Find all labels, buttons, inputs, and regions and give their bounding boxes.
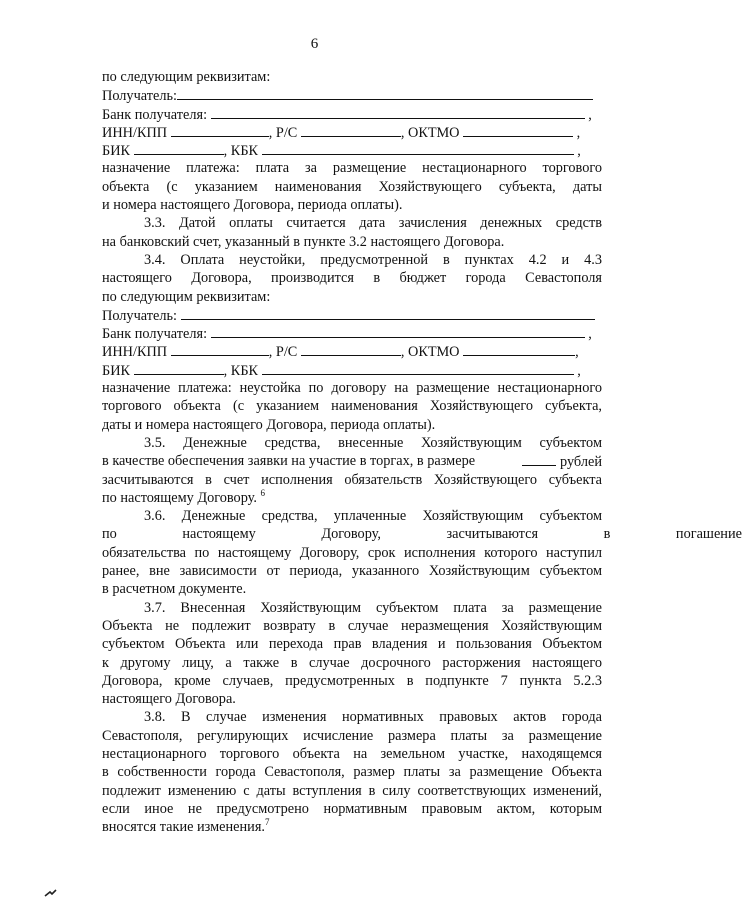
rs-label: , Р/С: [268, 344, 298, 361]
p33-line-1: 3.3. Датой оплаты считается дата зачисления денежных средств: [144, 215, 602, 232]
rs-blank: [301, 342, 401, 356]
bank-label: Банк получателя:: [102, 106, 208, 123]
p38-line-3: нестационарного торгового объекта на земельном участке, находящемся: [102, 745, 602, 762]
inn-blank: [171, 342, 269, 356]
requisites-intro: по следующим реквизитам:: [102, 69, 271, 85]
document-body: [102, 68, 742, 836]
p38-line-6: если иное не предусмотрено нормативным правовым актом, которым: [102, 800, 602, 817]
p36-line-3: обязательства по настоящему Договору, срок исполнения которого наступил: [102, 544, 602, 561]
purpose-line-3: и номера настоящего Договора, периода оплаты).: [102, 197, 403, 214]
p34-purpose-line-2: торгового объекта (с указанием наименования Хозяйствующего субъекта,: [102, 398, 602, 415]
rs-label: , Р/С: [268, 124, 298, 141]
scan-mark-icon: [44, 888, 58, 898]
rubles-label: рублей: [560, 454, 602, 471]
recipient-label: Получатель:: [102, 307, 177, 324]
inn-line: ИНН/КПП , Р/С , ОКТМО ,: [102, 124, 581, 141]
p36-line-2: по настоящему Договору, засчитываются в погашение: [102, 526, 742, 543]
purpose-line-2: объекта (с указанием наименования Хозяйствующего субъекта, даты: [102, 178, 602, 195]
bank-line: Банк получателя: ,: [102, 106, 592, 123]
rs-blank: [301, 123, 401, 137]
p34-recipient-line: [102, 306, 602, 324]
p38-line-2: Севастополя, регулирующих исчисление размера платы за размещение: [102, 727, 602, 744]
oktmo-label: , ОКТМО: [400, 124, 460, 141]
oktmo-label: , ОКТМО: [400, 344, 460, 361]
footnote-7: 7: [264, 817, 270, 828]
bik-blank: [134, 361, 224, 375]
bank-label: Банк получателя:: [102, 326, 208, 343]
bik-label: БИК: [102, 362, 131, 379]
amount-blank: [522, 452, 556, 466]
oktmo-blank: [463, 123, 573, 137]
p35-line-3: засчитываются в счет исполнения обязательств Хозяйствующего субъекта: [102, 471, 602, 488]
p37-line-5: Договора, кроме случаев, предусмотренных в подпункте 7 пункта 5.2.3: [102, 672, 602, 689]
p37-line-3: субъектом Объекта или перехода прав владения и пользования Объектом: [102, 636, 602, 653]
p34-purpose-line-1: назначение платежа: неустойка по договору на размещение нестационарного: [102, 380, 602, 397]
recipient-label: Получатель:: [102, 88, 177, 105]
p34-inn-line: ИНН/КПП , Р/С , ОКТМО ,: [102, 344, 579, 361]
kbk-blank: [262, 141, 574, 155]
p34-bik-line: БИК , КБК ,: [102, 362, 581, 379]
bik-blank: [134, 141, 224, 155]
bik-line: БИК , КБК ,: [102, 143, 581, 160]
p36-line-4: ранее, вне зависимости от периода, указанного Хозяйствующим субъектом: [102, 563, 602, 580]
recipient-blank: [181, 306, 595, 320]
bik-label: БИК: [102, 143, 131, 160]
p37-line-6: настоящего Договора.: [102, 691, 236, 708]
p34-bank-line: Банк получателя: ,: [102, 326, 592, 343]
p35-line-4: по настоящему Договору. $^6$: [102, 488, 266, 506]
p33-line-2: на банковский счет, указанный в пункте 3.2 настоящего Договора.: [102, 233, 505, 250]
footnote-6: 6: [260, 488, 266, 499]
p34-line-1: 3.4. Оплата неустойки, предусмотренной в пунктах 4.2 и 4.3: [144, 251, 602, 268]
kbk-label: , КБК: [223, 362, 259, 379]
p34-purpose-line-3: даты и номера настоящего Договора, периода оплаты).: [102, 416, 436, 433]
p34-line-2: настоящего Договора, производится в бюджет города Севастополя: [102, 270, 602, 287]
p36-line-5: в расчетном документе.: [102, 581, 247, 598]
bank-blank: [211, 105, 585, 119]
p38-line-1: 3.8. В случае изменения нормативных правовых актов города: [144, 709, 602, 726]
kbk-label: , КБК: [223, 143, 259, 160]
p38-line-7: вносятся такие изменения.$^7$: [102, 817, 270, 836]
purpose-line-1: назначение платежа: плата за размещение нестационарного торгового: [102, 160, 602, 177]
p35-line-1: 3.5. Денежные средства, внесенные Хозяйствующим субъектом: [144, 434, 602, 451]
p37-line-2: Объекта не подлежит возврату в случае неразмещения Хозяйствующим: [102, 617, 602, 634]
p37-line-1: 3.7. Внесенная Хозяйствующим субъектом плата за размещение: [144, 599, 602, 616]
p34-line-3: по следующим реквизитам:: [102, 288, 271, 305]
page-number: 6: [310, 36, 319, 52]
kbk-blank: [262, 361, 574, 375]
inn-label: ИНН/КПП: [102, 124, 168, 141]
p38-line-4: в собственности города Севастополя, размер платы за размещение Объекта: [102, 764, 602, 781]
p37-line-4: к другому лицу, а также в случае досрочного расторжения настоящего: [102, 654, 602, 671]
p36-line-1: 3.6. Денежные средства, уплаченные Хозяйствующим субъектом: [144, 508, 602, 525]
recipient-line: [102, 86, 602, 104]
recipient-blank: [177, 86, 593, 100]
inn-label: ИНН/КПП: [102, 344, 168, 361]
inn-blank: [171, 123, 269, 137]
oktmo-blank: [463, 342, 575, 356]
p35-line-2-text: в качестве обеспечения заявки на участие в торгах, в размере: [102, 453, 476, 470]
bank-blank: [211, 324, 585, 338]
p35-line-2: [102, 452, 602, 470]
p38-line-5: подлежит изменению с даты вступления в силу соответствующих изменений,: [102, 782, 602, 799]
